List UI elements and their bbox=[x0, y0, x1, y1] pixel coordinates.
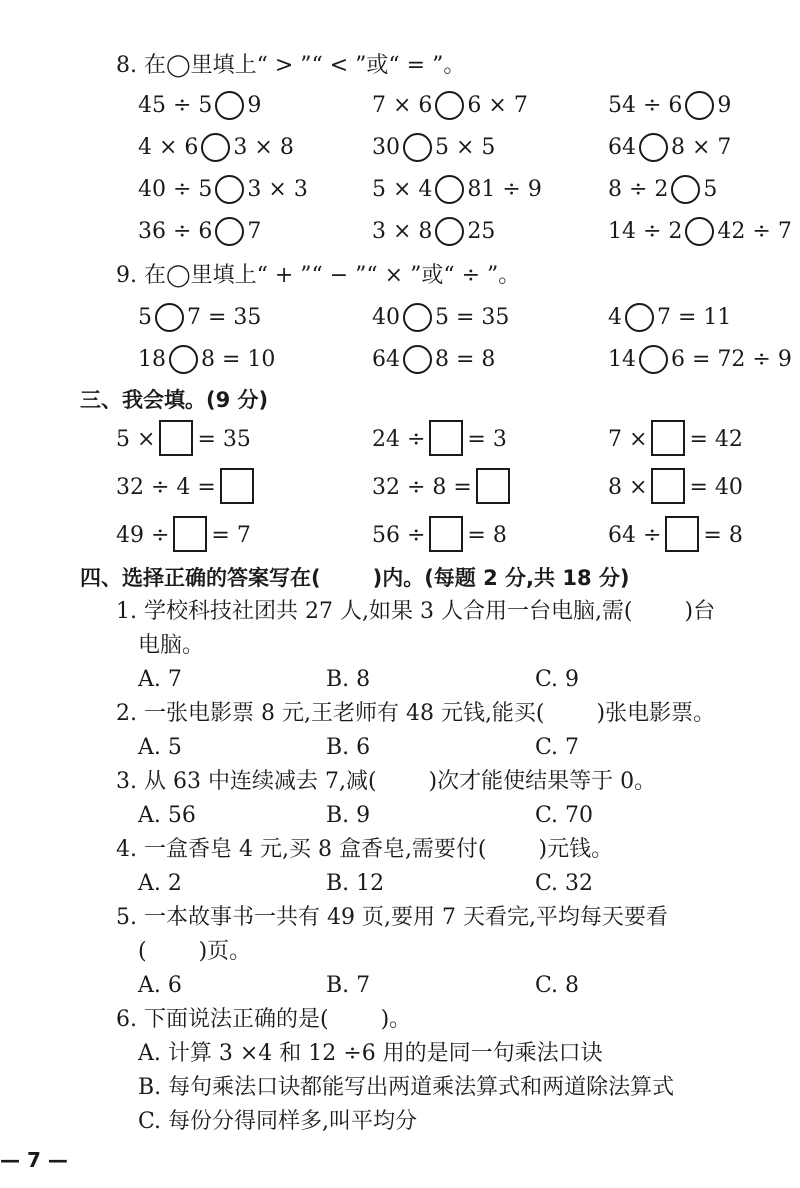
q8-item-r2c2[interactable]: 30 5 × 5 bbox=[372, 135, 496, 160]
blank-circle[interactable] bbox=[435, 91, 464, 120]
q9-item-r2c1[interactable]: 18 8 = 10 bbox=[138, 347, 276, 372]
q8-item-r2c3[interactable]: 64 8 × 7 bbox=[608, 135, 732, 160]
s3-item-r2c1[interactable]: 32 ÷ 4 = bbox=[116, 468, 258, 508]
s4-q3-option-b[interactable]: B. 9 bbox=[326, 803, 371, 828]
s4-q1-option-c[interactable]: C. 9 bbox=[535, 667, 580, 692]
q8-item-r4c2[interactable]: 3 × 8 25 bbox=[372, 219, 496, 244]
s4-q1-stem: 1. 学校科技社团共 27 人,如果 3 人合用一台电脑,需( )台 bbox=[116, 599, 716, 624]
blank-circle[interactable] bbox=[435, 175, 464, 204]
section3-title: 三、我会填。(9 分) bbox=[80, 388, 269, 412]
q8-item-r2c1[interactable]: 4 × 6 3 × 8 bbox=[138, 135, 294, 160]
q8-item-r4c1[interactable]: 36 ÷ 6 7 bbox=[138, 219, 262, 244]
blank-circle[interactable] bbox=[435, 217, 464, 246]
blank-circle[interactable] bbox=[403, 133, 432, 162]
q8-item-r3c3[interactable]: 8 ÷ 2 5 bbox=[608, 177, 718, 202]
s4-q1-option-a[interactable]: A. 7 bbox=[138, 667, 182, 692]
s4-q4-option-c[interactable]: C. 32 bbox=[535, 871, 594, 896]
s4-q5-stem-cont: ( )页。 bbox=[138, 939, 252, 964]
s4-q1-stem-cont: 电脑。 bbox=[138, 633, 205, 658]
q8-item-r3c1[interactable]: 40 ÷ 5 3 × 3 bbox=[138, 177, 308, 202]
blank-circle[interactable] bbox=[639, 345, 668, 374]
answer-box[interactable] bbox=[220, 468, 254, 504]
s4-q3-stem: 3. 从 63 中连续减去 7,减( )次才能使结果等于 0。 bbox=[116, 769, 657, 794]
s4-q2-stem: 2. 一张电影票 8 元,王老师有 48 元钱,能买( )张电影票。 bbox=[116, 701, 716, 726]
q8-item-r1c2[interactable]: 7 × 6 6 × 7 bbox=[372, 93, 528, 118]
s4-q2-option-b[interactable]: B. 6 bbox=[326, 735, 371, 760]
q9-item-r1c2[interactable]: 40 5 = 35 bbox=[372, 305, 510, 330]
q9-title: 9. 在◯里填上“ + ”“ − ”“ × ”或“ ÷ ”。 bbox=[116, 263, 521, 288]
blank-circle[interactable] bbox=[403, 345, 432, 374]
s4-q3-option-c[interactable]: C. 70 bbox=[535, 803, 594, 828]
s3-item-r3c1[interactable]: 49 ÷ = 7 bbox=[116, 516, 251, 556]
blank-circle[interactable] bbox=[671, 175, 700, 204]
page-number: — 7 — bbox=[0, 1148, 68, 1172]
answer-box[interactable] bbox=[429, 516, 463, 552]
answer-box[interactable] bbox=[476, 468, 510, 504]
s4-q6-statement-a[interactable]: A. 计算 3 ×4 和 12 ÷6 用的是同一句乘法口诀 bbox=[138, 1041, 603, 1066]
q8-item-r1c1[interactable]: 45 ÷ 5 9 bbox=[138, 93, 262, 118]
blank-circle[interactable] bbox=[201, 133, 230, 162]
q8-title: 8. 在◯里填上“ > ”“ < ”或“ = ”。 bbox=[116, 53, 466, 78]
blank-circle[interactable] bbox=[625, 303, 654, 332]
s4-q5-option-a[interactable]: A. 6 bbox=[138, 973, 182, 998]
s4-q5-stem: 5. 一本故事书一共有 49 页,要用 7 天看完,平均每天要看 bbox=[116, 905, 668, 930]
q8-item-r4c3[interactable]: 14 ÷ 2 42 ÷ 7 bbox=[608, 219, 792, 244]
s4-q4-option-b[interactable]: B. 12 bbox=[326, 871, 385, 896]
answer-box[interactable] bbox=[159, 420, 193, 456]
answer-box[interactable] bbox=[651, 468, 685, 504]
s4-q4-stem: 4. 一盒香皂 4 元,买 8 盒香皂,需要付( )元钱。 bbox=[116, 837, 614, 862]
blank-circle[interactable] bbox=[215, 217, 244, 246]
s4-q1-option-b[interactable]: B. 8 bbox=[326, 667, 371, 692]
s4-q2-option-c[interactable]: C. 7 bbox=[535, 735, 580, 760]
s3-item-r1c1[interactable]: 5 × = 35 bbox=[116, 420, 251, 460]
q9-item-r2c2[interactable]: 64 8 = 8 bbox=[372, 347, 496, 372]
s3-item-r1c2[interactable]: 24 ÷ = 3 bbox=[372, 420, 507, 460]
answer-box[interactable] bbox=[173, 516, 207, 552]
q8-item-r1c3[interactable]: 54 ÷ 6 9 bbox=[608, 93, 732, 118]
blank-circle[interactable] bbox=[155, 303, 184, 332]
q9-item-r1c1[interactable]: 5 7 = 35 bbox=[138, 305, 262, 330]
s3-item-r2c3[interactable]: 8 × = 40 bbox=[608, 468, 743, 508]
s4-q3-option-a[interactable]: A. 56 bbox=[138, 803, 196, 828]
s4-q5-option-c[interactable]: C. 8 bbox=[535, 973, 580, 998]
s3-item-r3c2[interactable]: 56 ÷ = 8 bbox=[372, 516, 507, 556]
section4-title: 四、选择正确的答案写在( )内。(每题 2 分,共 18 分) bbox=[80, 566, 630, 590]
s3-item-r1c3[interactable]: 7 × = 42 bbox=[608, 420, 743, 460]
blank-circle[interactable] bbox=[639, 133, 668, 162]
q9-item-r2c3[interactable]: 14 6 = 72 ÷ 9 bbox=[608, 347, 792, 372]
q8-item-r3c2[interactable]: 5 × 4 81 ÷ 9 bbox=[372, 177, 542, 202]
s4-q6-stem: 6. 下面说法正确的是( )。 bbox=[116, 1007, 412, 1032]
blank-circle[interactable] bbox=[685, 91, 714, 120]
q9-item-r1c3[interactable]: 4 7 = 11 bbox=[608, 305, 732, 330]
blank-circle[interactable] bbox=[215, 175, 244, 204]
answer-box[interactable] bbox=[651, 420, 685, 456]
s4-q6-statement-b[interactable]: B. 每句乘法口诀都能写出两道乘法算式和两道除法算式 bbox=[138, 1075, 675, 1100]
s4-q6-statement-c[interactable]: C. 每份分得同样多,叫平均分 bbox=[138, 1109, 418, 1134]
s3-item-r3c3[interactable]: 64 ÷ = 8 bbox=[608, 516, 743, 556]
blank-circle[interactable] bbox=[169, 345, 198, 374]
s4-q4-option-a[interactable]: A. 2 bbox=[138, 871, 182, 896]
s4-q5-option-b[interactable]: B. 7 bbox=[326, 973, 371, 998]
s3-item-r2c2[interactable]: 32 ÷ 8 = bbox=[372, 468, 514, 508]
s4-q2-option-a[interactable]: A. 5 bbox=[138, 735, 182, 760]
blank-circle[interactable] bbox=[403, 303, 432, 332]
blank-circle[interactable] bbox=[215, 91, 244, 120]
answer-box[interactable] bbox=[429, 420, 463, 456]
answer-box[interactable] bbox=[665, 516, 699, 552]
blank-circle[interactable] bbox=[685, 217, 714, 246]
